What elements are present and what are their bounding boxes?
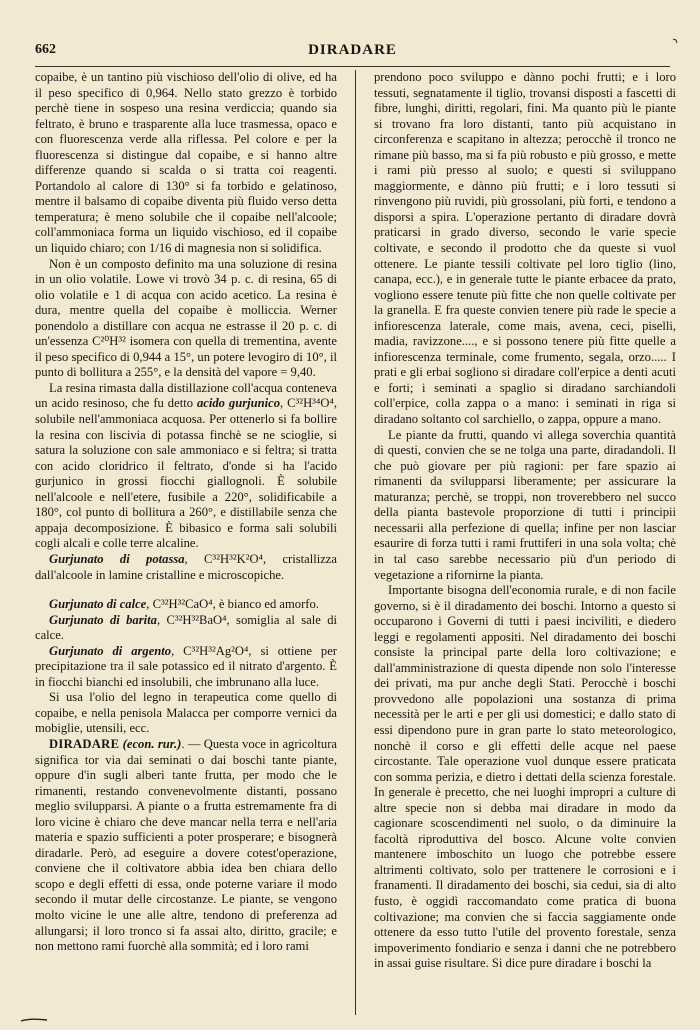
- paragraph: Si usa l'olio del legno in terapeutica come quello di copaibe, e nella penisola Malacca per comporre vernici da mobiglie, utensili, ecc.: [35, 690, 337, 736]
- header-rule: [35, 66, 670, 67]
- paragraph: Le piante da frutti, quando vi allega soverchia quantità di questi, convien che se ne tolga una parte, diradandoli. Il che può giovare per più ragioni: per fare spazio ai rimanenti da svilupparsi liberamente; per assicurare la maturanza; perchè, se troppi, non troverebbero nel succo della pianta bastevole proporzione di tutti i principii necessarii alla perfezione di quella; infine per non lasciar esaurire di forza tutti i rami fruttiferi in una sola volta; chè in tal caso sarebbe necessario più d'un periodo di vegetazione a rifornirne la pianta.: [374, 427, 676, 582]
- right-column: [374, 70, 676, 1015]
- ink-mark-icon: [672, 38, 678, 44]
- paragraph: Gurjunato di argento, C³²H³²Ag²O⁴, si ottiene per precipitazione tra il sale potassico ed il nitrato d'argento. È in fiocchi bianchi ed insolubili, che imbrunano alla luce.: [35, 643, 337, 689]
- page-number: 662: [35, 42, 56, 57]
- emphasis-label: Gurjunato di calce: [49, 597, 147, 612]
- entry-diradare: DIRADARE (econ. rur.). — Questa voce in agricoltura significa tor via dai seminati o dai boschi tante piante, oppure d'in sugli alberi tante frutta, per modo che le rimanenti, restando convenevolmente distanti, possano meglio svilupparsi. A piante o a frutta estremamente fra di loro vicine è chiaro che deve mancar nella terra e nell'aria materia e spazio sufficienti a poter prosperare; e bisognerà diradarle. Però, ad eseguire a dovere cotest'operazione, conviene che il coltivatore abbia idea ben chiara dello scopo e degli effetti di essa, onde poterne variare il modo secondo il mutar delle circostanze. Le piante, se vengono molto vicine le une alle altre, tendono di preferenza ad allungarsi; il loro tronco si fa assai alto, diritto, gracile; e non mettono rami fuorchè alla sommità; ed i loro rami: [35, 736, 337, 954]
- emphasis-label: Gurjunato di argento: [49, 643, 172, 658]
- paragraph: Gurjunato di calce, C³²H³²CaO⁴, è bianco ed amorfo.: [49, 597, 319, 612]
- left-column: [35, 70, 337, 1015]
- paragraph: Gurjunato di potassa, C³²H³²K²O⁴, cristallizza dall'alcoole in lamine cristalline e microscopiche.: [35, 551, 337, 582]
- paragraph: Non è un composto definito ma una soluzione di resina in un olio volatile. Lowe vi trovò 34 p. c. di resina, 65 di olio volatile e 1 di acqua con acido acetico. La resina è dura, mentre quella del copaibe è molliccia. Werner ponendolo a distillare con acqua ne estrasse il 20 p. c. di un'essenza C²⁰H³² isomera con quella di trementina, avente il peso specifico di 0,944 a 15°, un potere levogiro di 10°, il punto di bollitura a 255°, e la densità del vapore = 9,40.: [35, 256, 337, 380]
- emphasis-label: (econ. rur.): [122, 736, 182, 751]
- paragraph: La resina rimasta dalla distillazione coll'acqua conteneva un acido resinoso, che fu detto acido gurjunico, C³²H³⁴O⁴, solubile nell'ammoniaca acquosa. Per ottenerlo si fa bollire la resina con liscivia di potassa finchè se ne scioglie, si satura la soluzione con sale ammoniaco e si feltra; si tratta con acido cloridrico il feltrato, d'onde si ha l'acido gurjunico in grossi fiocchi giallognoli. È solubile nell'alcoole e nell'etere, fusibile a 220°, solidificabile a 180°, col punto di bollitura a 260°, e distillabile senza che appaja decomposizione. È bibasico e forma sali solubili cogli alcali e colle terre alcaline.: [35, 380, 337, 551]
- running-title: DIRADARE: [308, 42, 397, 58]
- paragraph: Gurjunato di barita, C³²H³²BaO⁴, somiglia al sale di calce.: [35, 612, 337, 643]
- paragraph: Importante bisogna dell'economia rurale, e di non facile governo, si è il diradamento dei boschi. Intorno a questo si occuparono i Governi di tutti i paesi inciviliti, e diedero leggi e regolamenti appositi. Nel diradamento dei boschi consiste la principal parte della loro coltivazione; e dall'amministrazione di questa dipende non solo l'interesse dei privati, ma pur anche degli Stati. Perocchè i boschi provvedono alle popolazioni una sostanza di prima necessità per le arti e per gli usi domestici; e dallo stato di essi dipendono pure in gran parte lo stato meteorologico, nonchè il corso e gli effetti delle acque nel paese circostante. Tale operazione vuol dunque essere praticata con somma perizia, e dietro i dettati della scienza forestale. In generale è precetto, che nei luoghi impropri a culture di altre specie non si debba mai diradare in modo da cagionare scoscendimenti nel suolo, o da diminuire la facoltà riproduttiva del bosco. Alcune volte convien mantenere imboschito un luogo che potrebbe essere altrimenti coltivato, solo per trattenere le corrosioni e i franamenti. Il diradamento dei boschi, sia cedui, sia di alto fusto, è oggidì raccomandato come pratica di buona coltivazione; ma convien che si faccia saggiamente onde ottenere da esso tutto l'utile del provento forestale, senza impoverimento fondiario e senza i danni che ne potrebbero in assai guise risultare. Si dice pure diradare i boschi la: [374, 583, 676, 971]
- emphasis-label: DIRADARE: [49, 736, 120, 751]
- emphasis-label: Gurjunato di barita: [49, 612, 157, 627]
- emphasis-label: Gurjunato di potassa: [49, 551, 185, 566]
- ink-smudge-icon: [20, 1018, 48, 1022]
- emphasis-label: acido gurjunico: [196, 396, 281, 411]
- paragraph: prendono poco sviluppo e dànno pochi frutti; e i loro tessuti, segnatamente il tiglio, trovansi disposti a fascetti di fibre, lunghi, diritti, regolari, fini. Ma quanto più le piante si trovano fra loro distanti, tanto più acquistano in circonferenza e scapitano in altezza; perocchè il tronco ne rimane più basso, ma si fa più robusto e più grosso, e mette i rami più presso al suolo; e questi si sviluppano maggiormente, e dànno più frutti; e i loro tessuti si rinvengono più ruvidi, più grossolani, più forti, e tendono a disporsi a spira. L'operazione pertanto di diradare dovrà praticarsi in grado diverso, secondo le varie specie coltivate, e secondo il prodotto che da queste si vuol ottenere. Le piante tessili coltivate pel loro tiglio (lino, canapa, ecc.), e in generale tutte le piante erbacee da prato, vogliono essere tenute più fitte che non quelle coltivate per la granella. E fra queste convien tenere più rade le specie a infiorescenza laterale, come mais, avena, ceci, piselli, madia, ravizzone...., e si possono tenere più fitte quelle a infiorescenza terminale, come frumento, segala, orzo..... I prati e gli erbai sogliono si diradare coll'erpice a denti acuti e forti; i seminati a spaglio si diradano sarchiandoli coll'erpice, colla zappa o a mano: i seminati in riga si diradano soltanto col sarchiello, o zappa, oppure a mano.: [374, 70, 676, 427]
- text-columns: [35, 70, 676, 1015]
- paragraph: copaibe, è un tantino più vischioso dell'olio di olive, ed ha il peso specifico di 0,964. Nello stato grezzo è torbido perchè tiene in sospeso una resina verdiccia; quando sia feltrato, è bruno e trasparente alla luce trasmessa, opaco e con fluorescenza verde alla riflessa. Pel colore e per la fluorescenza si distingue dal copaibe, e si hanno altre differenze quando si scalda o si tratta coi reagenti. Portandolo al calore di 130° si fa torbido e gelatinoso, mentre il balsamo di copaibe diventa più fluido verso detta temperatura; è meno solubile che il copaibe nell'alcoole; coll'ammoniaca forma un liquido vischioso, ed il copaibe un liquido chiaro; con 1/16 di magnesia non si solidifica.: [35, 70, 337, 256]
- running-header: [35, 42, 670, 64]
- column-divider: [355, 70, 356, 1015]
